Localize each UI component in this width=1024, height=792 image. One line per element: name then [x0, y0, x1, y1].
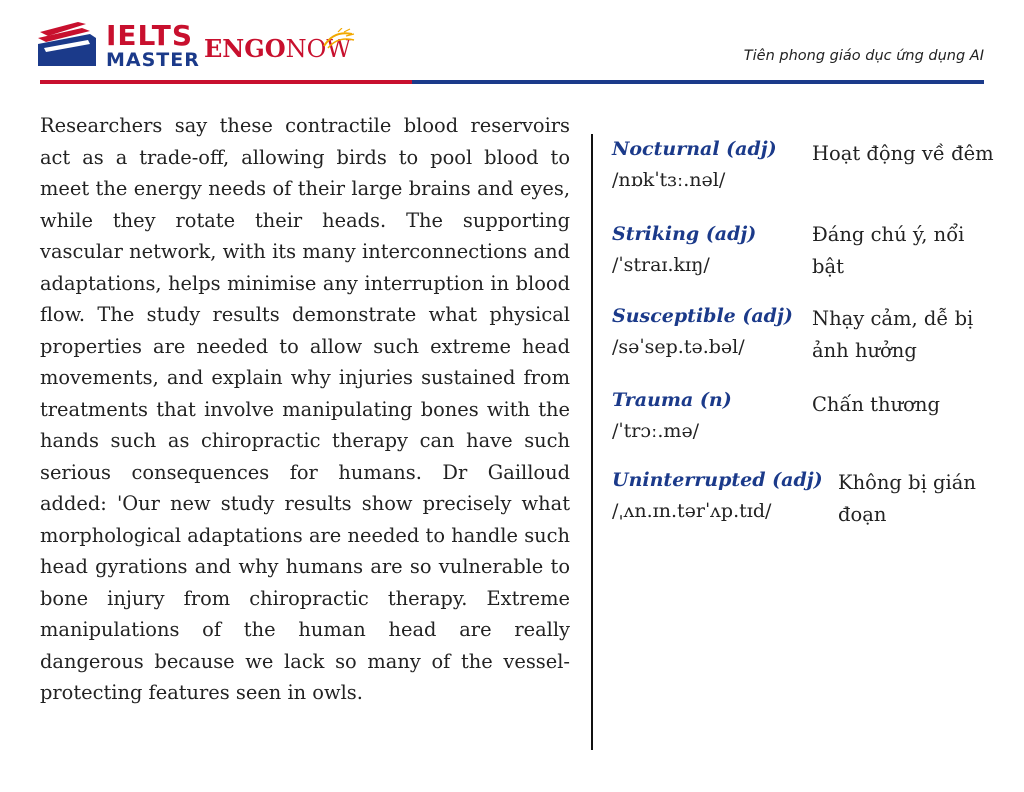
- vocab-entry: [612, 301, 1024, 363]
- vocab-ipa: /ˈstraɪ.kɪŋ/: [612, 254, 710, 276]
- vocab-ipa: /nɒkˈtɜː.nəl/: [612, 169, 726, 191]
- vocab-entry: [612, 219, 1024, 281]
- logo-now-text: NOW: [285, 35, 351, 63]
- vocab-meaning: Nhạy cảm, dễ bị ảnh hưởng: [812, 307, 974, 362]
- vocab-meaning: Không bị gián đoạn: [838, 471, 976, 526]
- logo-ielts-text: IELTS: [106, 19, 194, 52]
- vocab-word: Trauma (n): [612, 389, 732, 411]
- swoosh-icon: [320, 28, 356, 50]
- vocab-word: Nocturnal (adj): [612, 138, 777, 160]
- vocab-meaning: Chấn thương: [812, 393, 940, 416]
- header-rule-red: [40, 80, 412, 84]
- logo-engo-text: ENGO: [204, 34, 286, 63]
- reading-passage: Researchers say these contractile blood reservoirs act as a trade-off, allowing birds to pool blood to meet the energy needs of their large brains and eyes, while they rotate their heads. The supporting vascular network, with its many interconnections and adaptations, helps minimise any interruption in blood flow. The study results demonstrate what physical properties are needed to allow such extreme head movements, and explain why injuries sustained from treatments that involve manipulating bones with the hands such as chiropractic therapy can have such serious consequences for humans. Dr Gailloud added: 'Our new study results show precisely what morphological adaptations are needed to handle such head gyrations and why humans are so vulnerable to bone injury from chiropractic therapy. Extreme manipulations of the human head are really dangerous because we lack so many of the vessel-protecting features seen in owls.: [40, 114, 570, 704]
- vocab-ipa: /ˈtrɔː.mə/: [612, 420, 700, 442]
- ielts-master-logo-icon: [38, 22, 98, 68]
- column-divider: [591, 134, 593, 750]
- vocab-ipa: /səˈsep.tə.bəl/: [612, 336, 745, 358]
- logo-master-text: MASTER: [106, 49, 200, 71]
- vocab-meaning: Hoạt động về đêm: [812, 142, 994, 165]
- vocab-meaning: Đáng chú ý, nổi bật: [812, 223, 965, 278]
- page-header: [0, 0, 1024, 90]
- vocab-entry: [612, 465, 1024, 527]
- vocab-ipa: /ˌʌn.ɪn.tərˈʌp.tɪd/: [612, 500, 772, 522]
- vocab-entry: [612, 385, 1024, 447]
- header-rule-blue: [412, 80, 984, 84]
- vocab-entry: [612, 134, 1024, 196]
- vocab-word: Striking (adj): [612, 223, 757, 245]
- vocab-word: Uninterrupted (adj): [612, 469, 823, 491]
- tagline: Tiên phong giáo dục ứng dụng AI: [743, 48, 984, 64]
- vocab-word: Susceptible (adj): [612, 305, 793, 327]
